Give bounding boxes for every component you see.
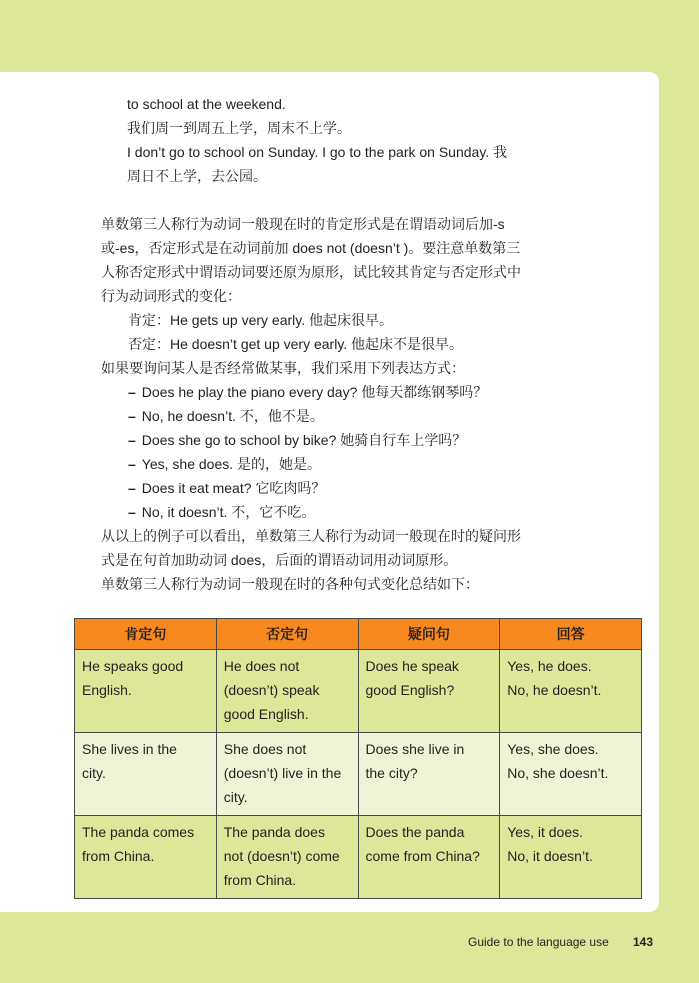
footer-section-title: Guide to the language use [468, 935, 609, 949]
cell-affirmative [75, 733, 217, 816]
cell-line: (doesn’t) live in the [223, 765, 342, 781]
page-number: 143 [633, 935, 654, 949]
header-negative: 否定句 [216, 619, 358, 650]
table-row [75, 816, 642, 899]
cell-question [358, 650, 500, 733]
example-text: Does he play the piano every day? 他每天都练钢琴吗？ [141, 384, 488, 400]
cell-line: Yes, he does. [507, 658, 592, 674]
dash-symbol: – [128, 456, 136, 472]
cell-line: Yes, she does. [507, 741, 599, 757]
text-line: 单数第三人称行为动词一般现在时的各种句式变化总结如下： [101, 576, 479, 592]
cell-line: from China. [82, 848, 155, 864]
header-question: 疑问句 [358, 619, 500, 650]
cell-question [358, 816, 500, 899]
cell-line: good English. [223, 706, 309, 722]
text-line: I don’t go to school on Sunday. I go to the park on Sunday. 我 [127, 144, 508, 160]
cell-answer [500, 650, 642, 733]
cell-line: Does he speak [365, 658, 459, 674]
cell-line: He does not [223, 658, 300, 674]
negative-example: 否定：He doesn’t get up very early. 他起床不是很早。 [128, 336, 464, 352]
cell-line: Does she live in [365, 741, 465, 757]
example-text: Does she go to school by bike? 她骑自行车上学吗？ [141, 432, 467, 448]
cell-line: She does not [223, 741, 307, 757]
cell-affirmative [75, 650, 217, 733]
example-text: No, it doesn’t. 不，它不吃。 [141, 504, 316, 520]
text-line: 周日不上学，去公园。 [127, 168, 267, 184]
header-affirmative: 肯定句 [75, 619, 217, 650]
table-row [75, 733, 642, 816]
cell-negative [216, 733, 358, 816]
cell-line: the city? [365, 765, 418, 781]
cell-line: The panda comes [82, 824, 195, 840]
cell-line: come from China? [365, 848, 480, 864]
cell-negative [216, 650, 358, 733]
cell-line: He speaks good [82, 658, 184, 674]
cell-line: No, he doesn’t. [507, 682, 602, 698]
text-line: 或-es，否定形式是在动词前加 does not (doesn’t )。要注意单数第三 [101, 240, 521, 256]
example-item [128, 500, 315, 524]
summary-table [74, 618, 642, 899]
text-line: 式是在句首加助动词 does，后面的谓语动词用动词原形。 [101, 552, 458, 568]
cell-line: No, it doesn’t. [507, 848, 593, 864]
example-item [128, 380, 487, 404]
table-header-row [75, 619, 642, 650]
cell-line: not (doesn’t) come [223, 848, 340, 864]
example-text: No, he doesn’t. 不，他不是。 [141, 408, 324, 424]
example-item [128, 428, 466, 452]
cell-line: She lives in the [82, 741, 177, 757]
example-item [128, 476, 325, 500]
cell-question [358, 733, 500, 816]
dash-symbol: – [128, 504, 136, 520]
text-line: 单数第三人称行为动词一般现在时的肯定形式是在谓语动词后加-s [101, 216, 505, 232]
dash-symbol: – [128, 432, 136, 448]
text-line: 人称否定形式中谓语动词要还原为原形，试比较其肯定与否定形式中 [101, 264, 521, 280]
text-line: to school at the weekend. [127, 96, 286, 112]
cell-line: city. [223, 789, 248, 805]
affirmative-example: 肯定：He gets up very early. 他起床很早。 [128, 312, 394, 328]
cell-answer [500, 816, 642, 899]
cell-affirmative [75, 816, 217, 899]
cell-line: No, she doesn’t. [507, 765, 609, 781]
cell-line: The panda does [223, 824, 325, 840]
dash-symbol: – [128, 408, 136, 424]
cell-line: Does the panda [365, 824, 465, 840]
text-line: 我们周一到周五上学，周末不上学。 [127, 120, 351, 136]
example-text: Does it eat meat? 它吃肉吗？ [141, 480, 326, 496]
example-item [128, 452, 321, 476]
text-line: 如果要询问某人是否经常做某事，我们采用下列表达方式： [101, 360, 465, 376]
cell-line: (doesn’t) speak [223, 682, 320, 698]
dash-symbol: – [128, 480, 136, 496]
cell-line: Yes, it does. [507, 824, 584, 840]
cell-answer [500, 733, 642, 816]
cell-negative [216, 816, 358, 899]
dash-symbol: – [128, 384, 136, 400]
example-item [128, 404, 324, 428]
cell-line: from China. [223, 872, 297, 888]
example-text: Yes, she does. 是的，她是。 [141, 456, 322, 472]
cell-line: good English? [365, 682, 455, 698]
cell-line: English. [82, 682, 132, 698]
header-answer: 回答 [500, 619, 642, 650]
cell-line: city. [82, 765, 106, 781]
text-line: 行为动词形式的变化： [101, 288, 241, 304]
table-row [75, 650, 642, 733]
text-line: 从以上的例子可以看出，单数第三人称行为动词一般现在时的疑问形 [101, 528, 521, 544]
